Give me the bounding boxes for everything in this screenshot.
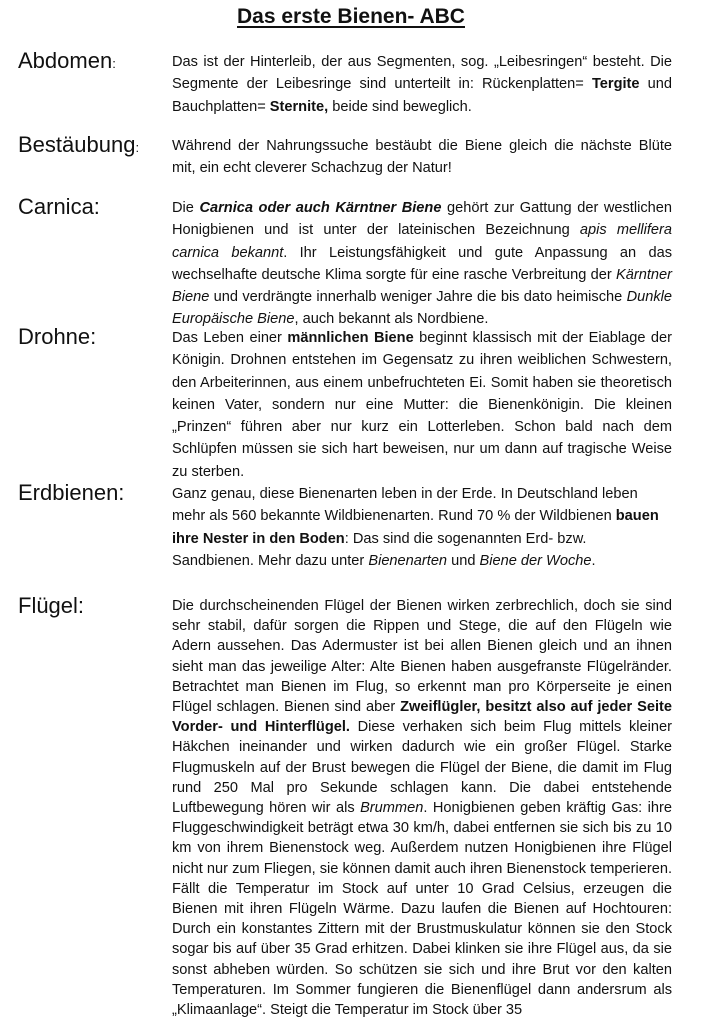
definition-segment: . Ihr Leistungsfähigkeit und gute Anpassung an das wechselhafte deutsche Klima sorgte für eine rasche Verbreitung der — [172, 244, 672, 283]
page-title-text: Das erste Bienen- ABC — [237, 5, 465, 28]
definition-segment: Die — [172, 200, 200, 216]
definition-segment: Brummen — [360, 800, 424, 817]
definition-segment: gehört zur Gattung der westlichen Honigbienen und ist unter der lateinischen Bezeichnung — [172, 200, 672, 239]
definition-segment: männlichen Biene — [287, 330, 414, 346]
definition-segment: und verdrängte innerhalb weniger Jahre die bis dato heimische — [209, 289, 627, 306]
definition-segment: . Honigbienen geben kräftig Gas: ihre Fluggeschwindigkeit beträgt etwa 30 km/h, dabei entfernen sie sich bis zu 10 km von ihrem Bienenstock weg. Außerdem nutzen Honigbienen ihre Flügel nicht nur zum Fliegen, sie können damit auch ihren Bienenstock temperieren. Fällt die Temperatur im Stock auf unter 10 Grad Celsius, erzeugen die Bienen mit ihren Flügeln Wärme. Dazu laufen die Bienen auf Hochtouren: Durch ein konstantes Zittern mit der Brustmuskulatur können sie den Stock sogar bis auf über 35 Grad erhitzen. Dabei klinken sie ihre Flügel aus, da sie sonst abheben würden. So schützen sie sich und ihre Brut vor den kalten Temperaturen. Im Sommer fungieren die Bienenflügel dann andersrum als „Klimaanlage“. Steigt die Temperatur im Stock über 35 — [172, 800, 672, 1019]
definition-segment: beginnt klassisch mit der Eiablage der Königin. Drohnen entstehen im Gegensatz zu ihren weiblichen Schwestern, den Arbeiterinnen, aus einem unbefruchteten Ei. Somit haben sie theoretisch keinen Vater, sondern nur eine Mutter: die Bienenkönigin. Die kleinen „Prinzen“ führen aber nur kurz ein Lotterleben. Schon bald nach dem Schlüpfen müssen sie sich hart beweisen, nur um dann auf tragische Weise zu sterben. — [172, 330, 673, 480]
definition-segment: Zweiflügler, besitzt also auf jeder Seite Vorder- und Hinterflügel. — [172, 699, 672, 736]
definition-segment: bauen ihre Nester in den Boden — [172, 508, 659, 547]
definition-segment: Carnica oder auch Kärntner Biene — [199, 200, 442, 216]
definition-segment: Diese verhaken sich beim Flug mittels kleiner Häkchen ineinander und wirken dadurch wie ein großer Flügel. Starke Flugmuskeln auf der Brust bewegen die Flügel der Biene, die damit im Flug rund 250 Mal pro Sekunde schlagen kann. Die dabei entstehende Luftbewegung hören wir als — [172, 719, 672, 817]
definition-segment: : Das sind die sogenannten Erd- bzw. Sandbienen. Mehr dazu unter — [172, 530, 587, 569]
page-title — [0, 5, 702, 29]
definition-segment: Die durchscheinenden Flügel der Bienen wirken zerbrechlich, doch sie sind sehr stabil, dafür sorgen die Rippen und Stege, die auf den Flügeln wie Adern aussehen. Das Adermuster ist bei allen Bienen gleich und an ihnen sieht man das jeweilige Alter: Alte Bienen haben ausgefranste Flügelränder. Betrachtet man Bienen im Flug, so erkennt man pro Körperseite je einen Flügel schlagen. Bienen sind aber — [172, 598, 672, 716]
definition-segment: Tergite — [591, 76, 640, 93]
definition-segment: und Bauchplatten= — [172, 76, 673, 115]
definition-segment: beide sind beweglich. — [328, 98, 472, 115]
definition-text — [172, 327, 672, 483]
definition-segment: Während der Nahrungssuche bestäubt die Biene gleich die nächste Blüte mit, ein echt cleverer Schachzug der Natur! — [172, 138, 672, 177]
definition-segment: apis mellifera carnica bekannt — [172, 222, 672, 261]
definition-text — [172, 135, 672, 180]
definition-text — [172, 483, 672, 572]
term-label: Erdbienen: — [18, 480, 125, 505]
definition-segment: Bienenarten — [368, 552, 448, 569]
definition-segment: Das ist der Hinterleib, der aus Segmenten, sog. „Leibesringen“ besteht. Die Segmente der Leibesringe sind unterteilt in: Rückenplatten= — [172, 54, 672, 93]
definition-segment: Das Leben einer — [172, 330, 288, 346]
definition-text — [172, 596, 672, 1020]
term-label: Drohne: — [18, 324, 97, 349]
definition-text — [172, 51, 672, 118]
definition-segment: Ganz genau, diese Bienenarten leben in der Erde. In Deutschland leben mehr als 560 bekannte Wildbienenarten. Rund 70 % der Wildbienen — [172, 486, 638, 525]
definition-text — [172, 197, 672, 331]
definition-segment: Kärntner Biene — [172, 266, 672, 306]
term-label: Bestäubung: — [18, 132, 140, 157]
term-label: Carnica: — [18, 194, 100, 219]
definition-segment: und — [447, 552, 480, 569]
definition-segment: Biene der Woche — [479, 552, 592, 569]
term-label: Flügel: — [18, 593, 85, 618]
definition-segment: Sternite, — [269, 98, 329, 115]
term-label: Abdomen: — [18, 48, 116, 73]
definition-segment: . — [591, 552, 596, 569]
definition-segment: Dunkle Europäische Biene — [172, 289, 672, 328]
definition-segment: , auch bekannt als Nordbiene. — [294, 311, 489, 328]
